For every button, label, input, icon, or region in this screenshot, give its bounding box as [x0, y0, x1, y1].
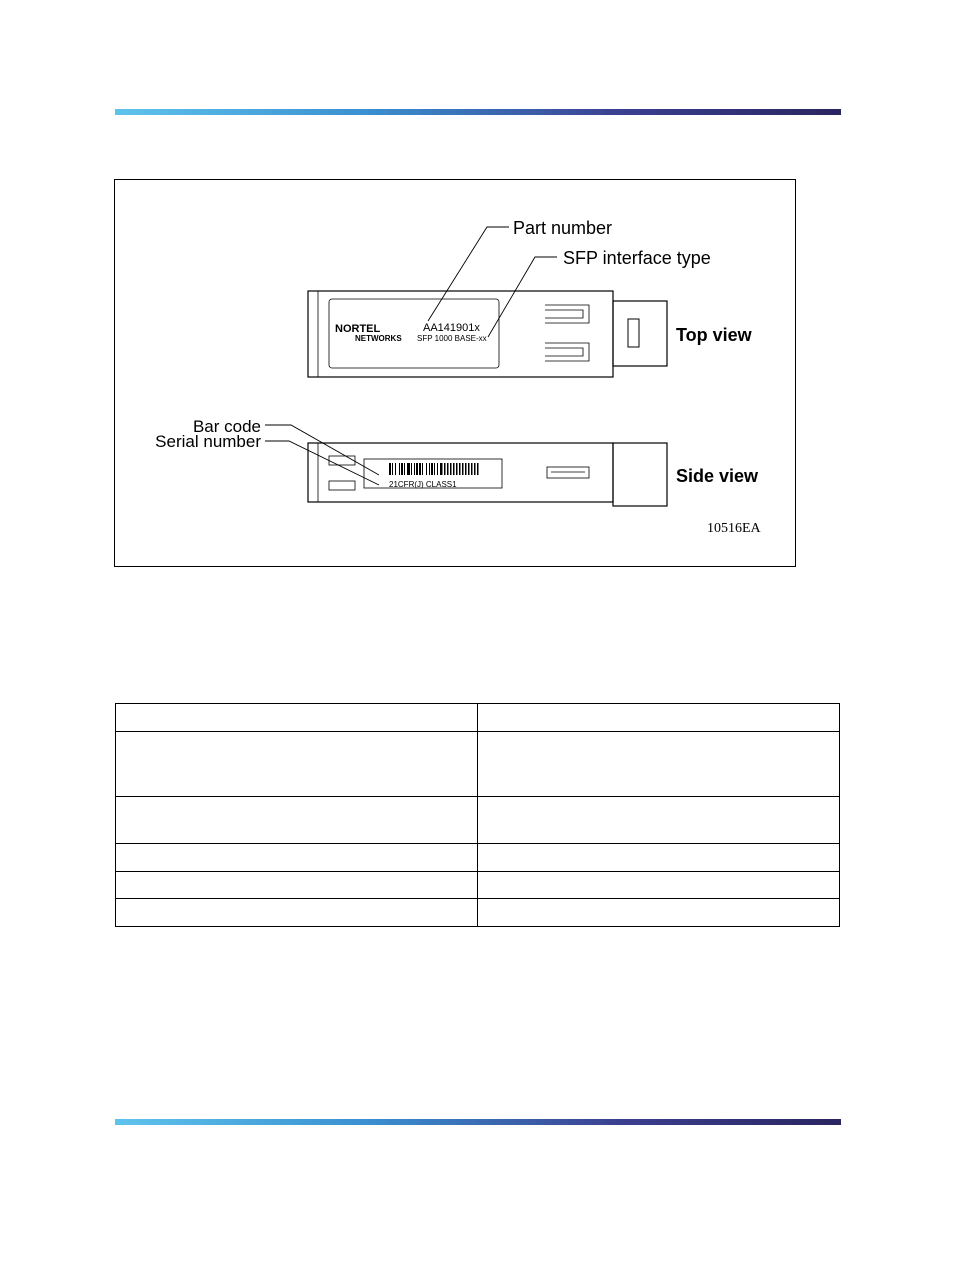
side-view-label: Side view [676, 466, 759, 486]
sfp-label-figure [114, 179, 796, 567]
table-cell [116, 899, 478, 927]
sfp-interface-type-callout: SFP interface type [563, 248, 711, 268]
class-text: 21CFR(J) CLASS1 [389, 480, 457, 489]
table-cell [116, 872, 478, 899]
table-cell [116, 732, 478, 797]
side-view-module [308, 443, 667, 506]
table-cell [116, 704, 478, 732]
table-row [116, 844, 840, 872]
callout-lines [265, 227, 557, 485]
table-cell [478, 704, 840, 732]
top-view-module [308, 291, 667, 377]
spec-table [115, 703, 840, 927]
table-row [116, 899, 840, 927]
bar-code-callout: Bar code [192, 417, 261, 436]
table-cell [478, 844, 840, 872]
figure-id: 10516EA [707, 521, 761, 536]
serial-number-callout: Serial number [155, 432, 261, 451]
logo-line2: NETWORKS [355, 334, 402, 343]
sfp-type-text: SFP 1000 BASE-xx [417, 334, 487, 343]
logo-line1: NORTEL [335, 323, 381, 335]
part-code-text: AA141901x [423, 322, 480, 334]
sfp-diagram [115, 180, 797, 568]
table-cell [478, 797, 840, 844]
footer-rule [115, 1119, 841, 1125]
barcode [389, 463, 479, 475]
header-rule [115, 109, 841, 115]
table-cell [116, 797, 478, 844]
top-view-label: Top view [676, 325, 752, 345]
table-cell [478, 899, 840, 927]
table-cell [478, 732, 840, 797]
table-cell [116, 844, 478, 872]
table-row [116, 704, 840, 732]
table-row [116, 797, 840, 844]
table-row [116, 872, 840, 899]
table-cell [478, 872, 840, 899]
table-row [116, 732, 840, 797]
part-number-callout: Part number [513, 218, 613, 238]
